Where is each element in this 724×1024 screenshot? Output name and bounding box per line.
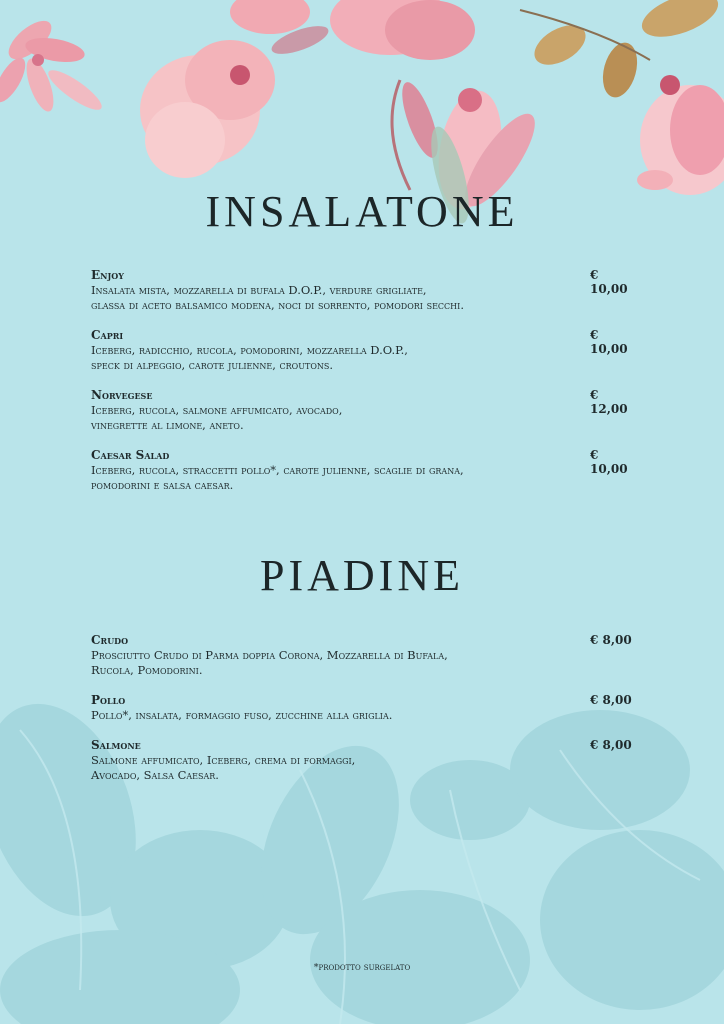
menu-item-norvegese [91,388,636,433]
menu-item-enjoy [91,268,636,313]
section-title-piadine: PIADINE [260,551,464,600]
item-description-line1: Iceberg, rucola, salmone affumicato, avocado, [91,403,343,417]
item-name: Enjoy [91,268,124,282]
menu-item-pollo [91,693,636,723]
menu-item-capri [91,328,636,373]
item-description-line2: speck di alpeggio, carote julienne, croutons. [91,358,334,372]
item-price: € 10,00 [590,328,628,356]
pink-blossom-icon [140,0,310,178]
item-description-line1: Prosciutto Crudo di Parma doppia Corona, Mozzarella di Bufala, [91,648,448,662]
item-description-line1: Insalata mista, mozzarella di bufala D.O.P., verdure grigliate, [91,283,427,297]
menu-item-salmone [91,738,636,783]
section-title-insalatone: INSALATONE [205,187,519,236]
right-flower-icon [637,75,724,195]
footnote-frozen-product: *prodotto surgelato [313,962,411,973]
item-price: € 8,00 [590,693,632,707]
item-description-line1: Pollo*, insalata, formaggio fuso, zucchine alla griglia. [91,708,393,722]
item-description-line2: pomodorini e salsa caesar. [91,478,234,492]
item-price: € 10,00 [590,268,628,296]
item-name: Capri [91,328,124,342]
item-price: € 10,00 [590,448,628,476]
item-price: € 8,00 [590,633,632,647]
item-description-line2: Rucola, Pomodorini. [91,663,203,677]
item-description-line1: Iceberg, radicchio, rucola, pomodorini, mozzarella D.O.P., [91,343,408,357]
item-name: Norvegese [91,388,153,402]
item-price: € 8,00 [590,738,632,752]
item-name: Salmone [91,738,141,752]
item-description-line2: glassa di aceto balsamico modena, noci di sorrento, pomodori secchi. [91,298,464,312]
item-name: Pollo [91,693,126,707]
menu-item-crudo [91,633,636,678]
item-description-line2: Avocado, Salsa Caesar. [91,768,219,782]
item-description-line1: Salmone affumicato, Iceberg, crema di formaggi, [91,753,356,767]
menu-item-caesar-salad [91,448,636,493]
item-name: Caesar Salad [91,448,170,462]
item-description-line1: Iceberg, rucola, straccetti pollo*, carote julienne, scaglie di grana, [91,463,464,477]
item-description-line2: vinegrette al limone, aneto. [91,418,244,432]
item-name: Crudo [91,633,129,647]
left-flower-icon [0,14,106,116]
item-price: € 12,00 [590,388,628,416]
